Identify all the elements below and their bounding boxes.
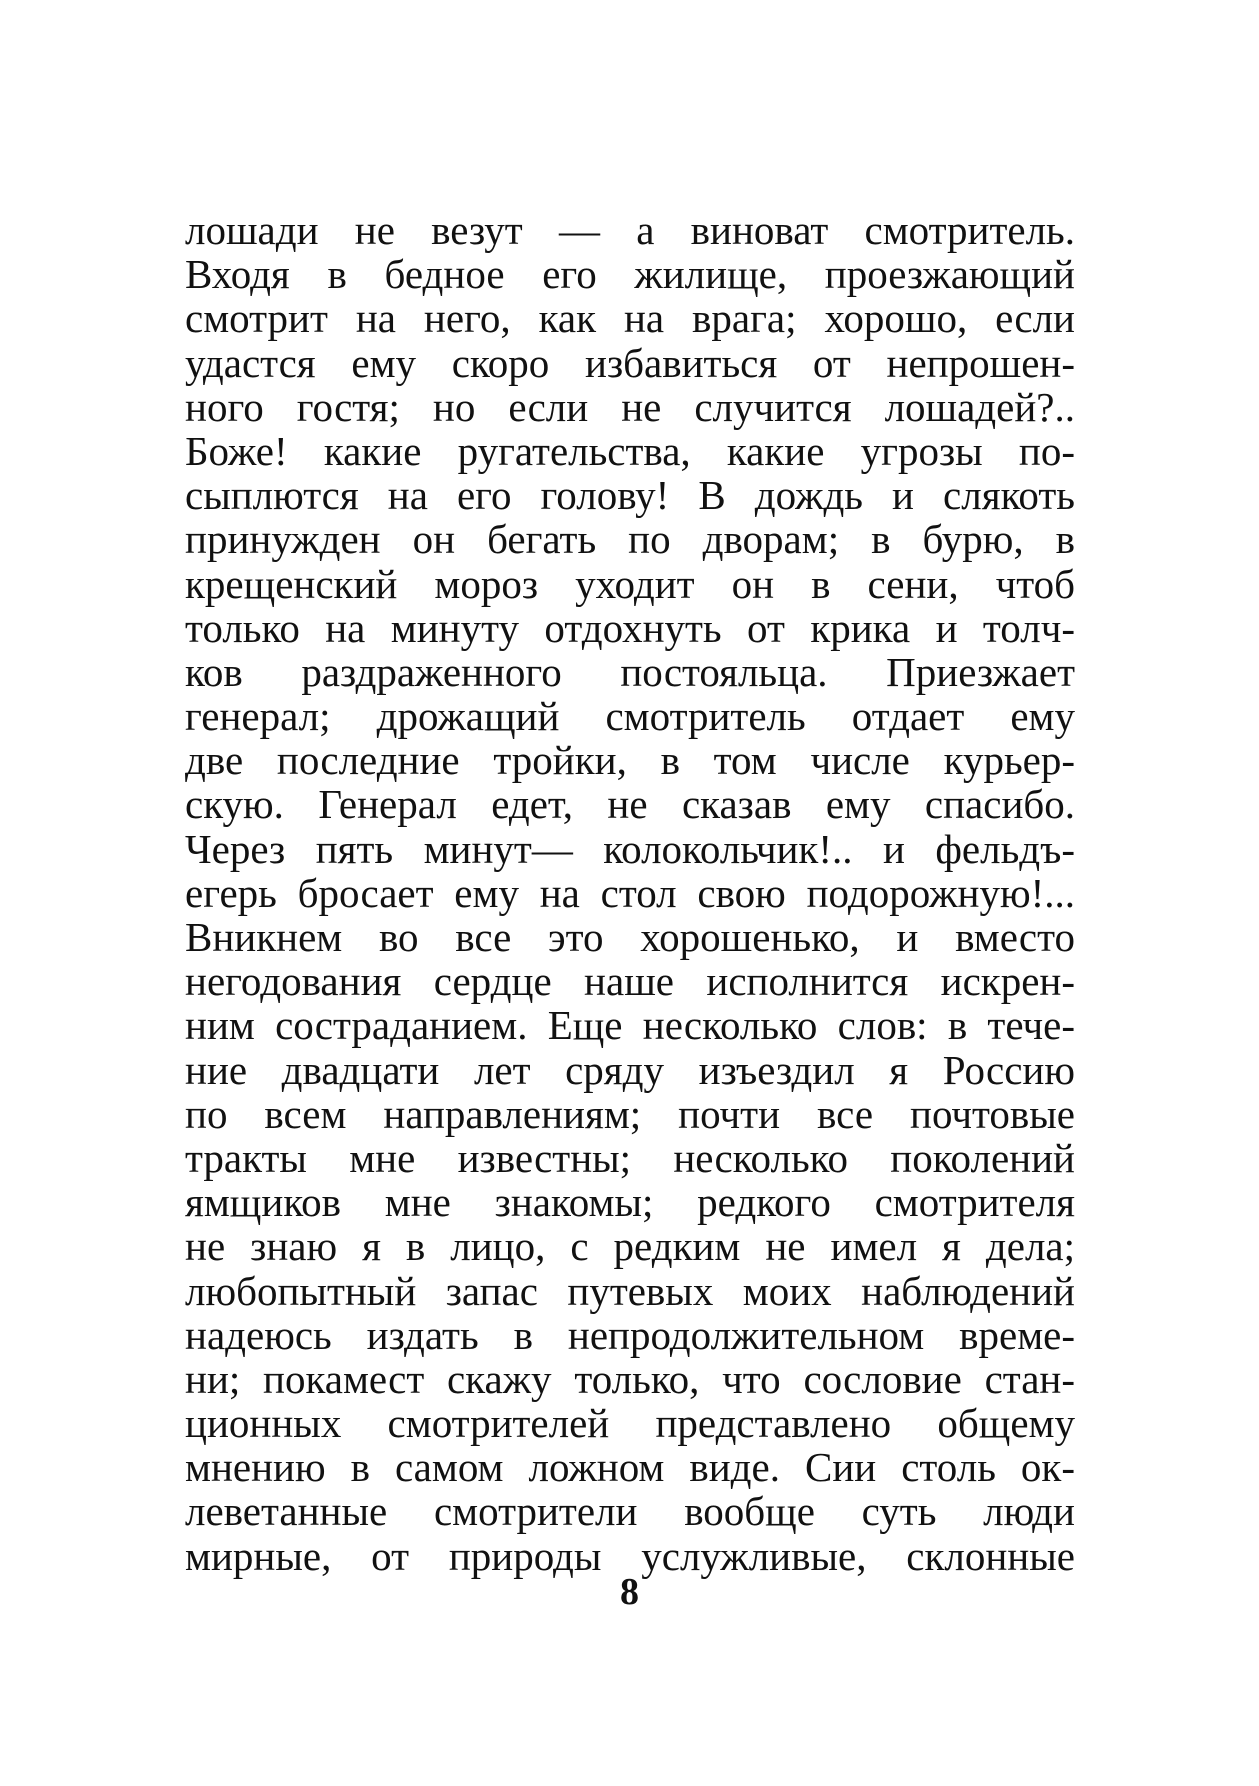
text-line: ков раздраженного постояльца. Приезжает [185,648,1075,695]
text-line: только на минуту отдохнуть от крика и толч- [185,604,1075,651]
text-line: не знаю я в лицо, с редким не имел я дела; [185,1223,1075,1270]
text-line: смотрит на него, как на врага; хорошо, если [185,295,1075,342]
text-line: ним состраданием. Еще несколько слов: в тече- [185,1002,1075,1049]
text-line: тракты мне известны; несколько поколений [185,1134,1075,1181]
text-line: по всем направлениям; почти все почтовые [185,1090,1075,1137]
text-line: негодования сердце наше исполнится искрен- [185,958,1075,1005]
text-line: ни; покамест скажу только, что сословие стан- [185,1355,1075,1402]
text-line: Через пять минут— колокольчик!.. и фельдъ- [185,825,1075,872]
text-line: ционных смотрителей представлено общему [185,1400,1075,1447]
text-line: ямщиков мне знакомы; редкого смотрителя [185,1179,1075,1226]
body-text [185,208,1075,1578]
text-line: принужден он бегать по дворам; в бурю, в [185,516,1075,563]
text-line: мнению в самом ложном виде. Сии столь ок- [185,1444,1075,1491]
text-line: ного гостя; но если не случится лошадей?.. [185,383,1075,430]
text-line: генерал; дрожащий смотритель отдает ему [185,693,1075,740]
text-line: надеюсь издать в непродолжительном време- [185,1311,1075,1358]
text-line: Входя в бедное его жилище, проезжающий [185,251,1075,298]
page-number: 8 [620,1571,639,1613]
text-line: ние двадцати лет сряду изъездил я Россию [185,1046,1075,1093]
text-line: Вникнем во все это хорошенько, и вместо [185,914,1075,960]
text-line: скую. Генерал едет, не сказав ему спасибо. [185,781,1075,828]
text-line: Боже! какие ругательства, какие угрозы по- [185,427,1075,474]
text-line: лошади не везут — а виноват смотритель. [185,207,1075,253]
text-line: егерь бросает ему на стол свою подорожную!... [185,869,1075,916]
text-line: сыплются на его голову! В дождь и слякоть [185,472,1075,519]
text-line: леветанные смотрители вообще суть люди [185,1488,1075,1535]
text-line: удастся ему скоро избавиться от непрошен- [185,339,1075,386]
text-line: две последние тройки, в том числе курьер- [185,737,1075,784]
text-line: крещенский мороз уходит он в сени, чтоб [185,560,1075,607]
text-line: любопытный запас путевых моих наблюдений [185,1267,1075,1314]
text-line: мирные, от природы услужливые, склонные [185,1532,1075,1579]
